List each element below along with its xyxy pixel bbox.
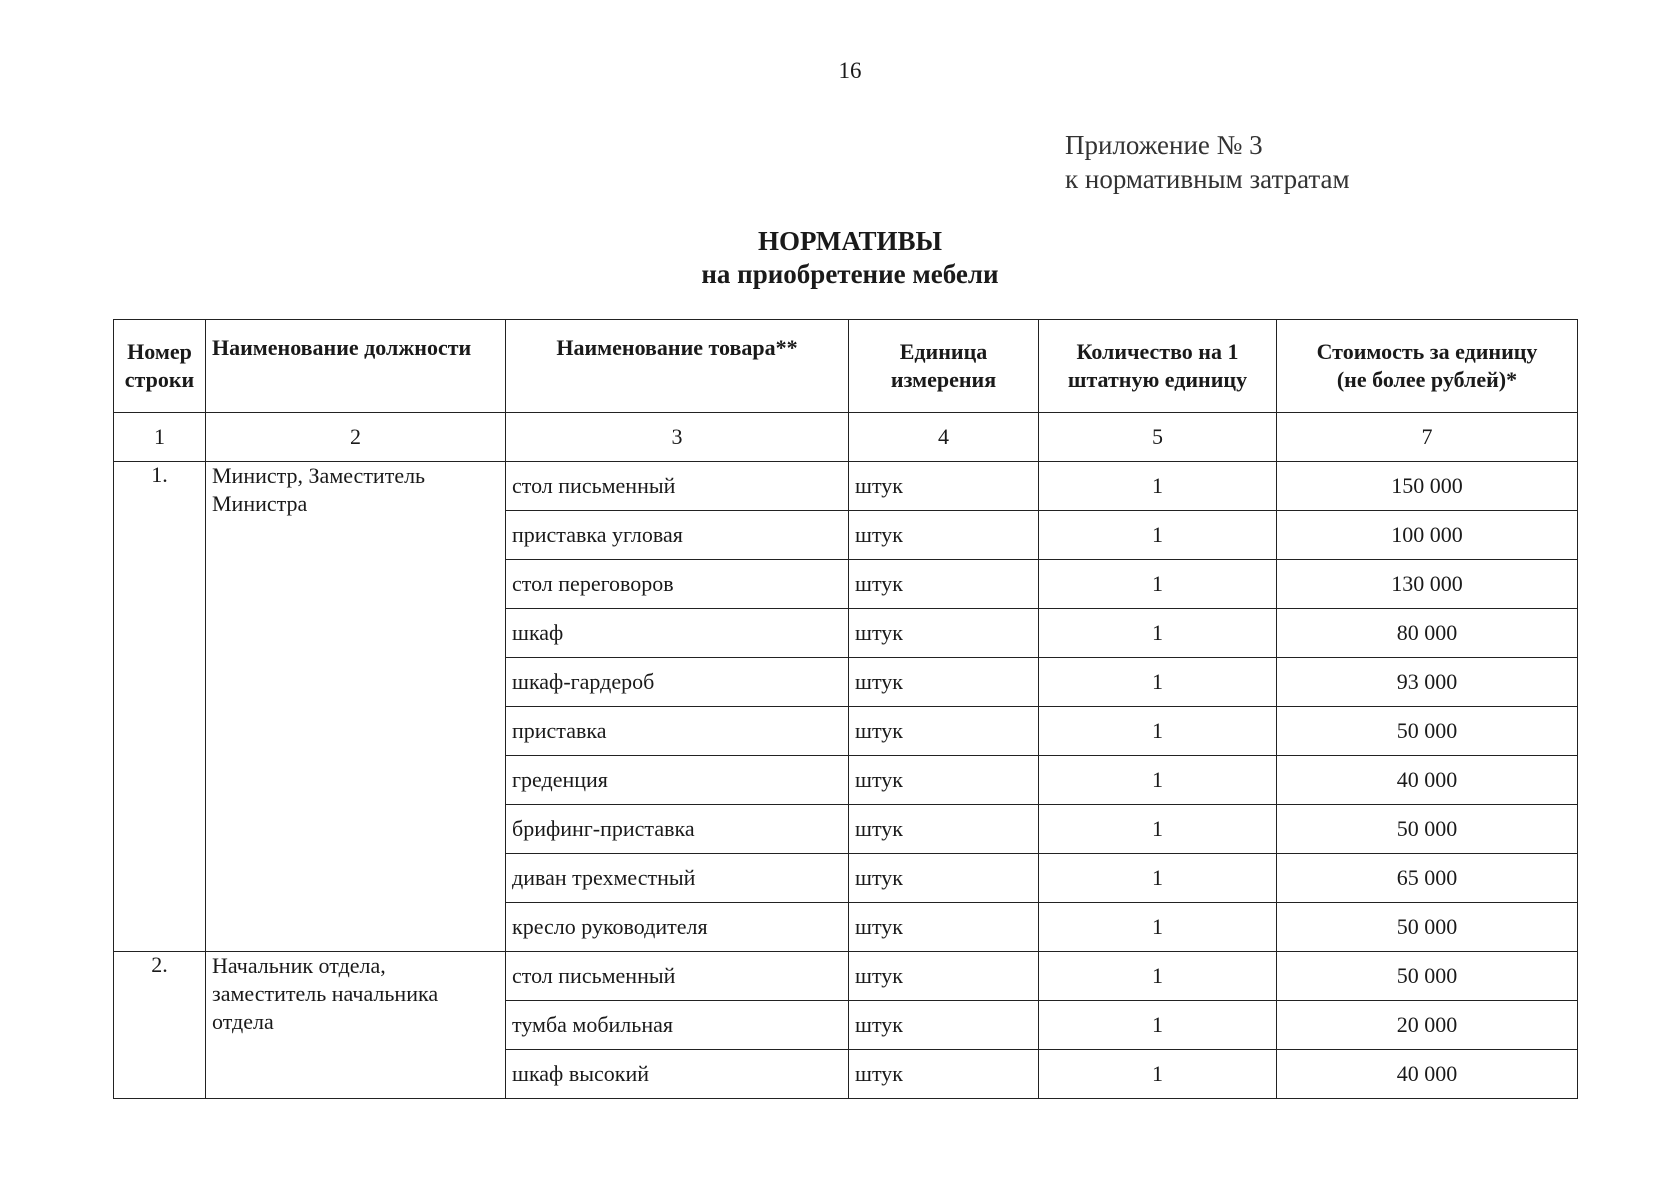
unit-cell: штук bbox=[849, 952, 1039, 1001]
title-line-1: НОРМАТИВЫ bbox=[757, 226, 943, 256]
unit-cell: штук bbox=[849, 707, 1039, 756]
header-text: Единица bbox=[899, 339, 988, 364]
title-line-2: на приобретение мебели bbox=[701, 259, 999, 289]
price-cell: 40 000 bbox=[1277, 1050, 1578, 1099]
unit-cell: штук bbox=[849, 903, 1039, 952]
price-cell: 50 000 bbox=[1277, 707, 1578, 756]
header-product: Наименование товара** bbox=[506, 320, 849, 413]
unit-cell: штук bbox=[849, 1001, 1039, 1050]
appendix-note bbox=[1065, 128, 1350, 196]
quantity-cell: 1 bbox=[1039, 756, 1277, 805]
column-number-row bbox=[114, 413, 1578, 462]
price-cell: 40 000 bbox=[1277, 756, 1578, 805]
column-number: 1 bbox=[114, 413, 206, 462]
product-name: стол переговоров bbox=[506, 560, 849, 609]
row-number: 2. bbox=[114, 952, 206, 1099]
price-cell: 50 000 bbox=[1277, 903, 1578, 952]
price-cell: 65 000 bbox=[1277, 854, 1578, 903]
header-row bbox=[114, 320, 1578, 413]
position-name: Начальник отдела, заместитель начальника отдела bbox=[206, 952, 506, 1099]
header-price bbox=[1277, 320, 1578, 413]
quantity-cell: 1 bbox=[1039, 609, 1277, 658]
price-cell: 80 000 bbox=[1277, 609, 1578, 658]
product-name: греденция bbox=[506, 756, 849, 805]
price-cell: 93 000 bbox=[1277, 658, 1578, 707]
header-position: Наименование должности bbox=[206, 320, 506, 413]
header-text: Номер bbox=[127, 339, 192, 364]
header-text: измерения bbox=[890, 367, 997, 392]
unit-cell: штук bbox=[849, 609, 1039, 658]
quantity-cell: 1 bbox=[1039, 511, 1277, 560]
quantity-cell: 1 bbox=[1039, 1001, 1277, 1050]
quantity-cell: 1 bbox=[1039, 560, 1277, 609]
header-text: (не более рублей)* bbox=[1336, 367, 1518, 392]
price-cell: 130 000 bbox=[1277, 560, 1578, 609]
column-number: 3 bbox=[506, 413, 849, 462]
header-text: строки bbox=[124, 367, 195, 392]
unit-cell: штук bbox=[849, 560, 1039, 609]
table-row bbox=[114, 952, 1578, 1001]
product-name: шкаф высокий bbox=[506, 1050, 849, 1099]
norms-table bbox=[113, 319, 1578, 1099]
unit-cell: штук bbox=[849, 511, 1039, 560]
unit-cell: штук bbox=[849, 805, 1039, 854]
product-name: шкаф-гардероб bbox=[506, 658, 849, 707]
unit-cell: штук bbox=[849, 1050, 1039, 1099]
product-name: стол письменный bbox=[506, 462, 849, 511]
table-row bbox=[114, 462, 1578, 511]
price-cell: 20 000 bbox=[1277, 1001, 1578, 1050]
product-name: приставка угловая bbox=[506, 511, 849, 560]
unit-cell: штук bbox=[849, 854, 1039, 903]
product-name: брифинг-приставка bbox=[506, 805, 849, 854]
unit-cell: штук bbox=[849, 756, 1039, 805]
product-name: кресло руководителя bbox=[506, 903, 849, 952]
document-title bbox=[0, 225, 1672, 291]
product-name: приставка bbox=[506, 707, 849, 756]
price-cell: 50 000 bbox=[1277, 805, 1578, 854]
product-name: шкаф bbox=[506, 609, 849, 658]
unit-cell: штук bbox=[849, 658, 1039, 707]
quantity-cell: 1 bbox=[1039, 707, 1277, 756]
appendix-line-2: к нормативным затратам bbox=[1065, 164, 1350, 194]
header-text: Стоимость за единицу bbox=[1316, 339, 1538, 364]
product-name: тумба мобильная bbox=[506, 1001, 849, 1050]
column-number: 4 bbox=[849, 413, 1039, 462]
column-number: 2 bbox=[206, 413, 506, 462]
price-cell: 50 000 bbox=[1277, 952, 1578, 1001]
appendix-line-1: Приложение № 3 bbox=[1065, 130, 1263, 160]
price-cell: 100 000 bbox=[1277, 511, 1578, 560]
product-name: стол письменный bbox=[506, 952, 849, 1001]
quantity-cell: 1 bbox=[1039, 854, 1277, 903]
header-row-number bbox=[114, 320, 206, 413]
row-number: 1. bbox=[114, 462, 206, 952]
header-quantity bbox=[1039, 320, 1277, 413]
quantity-cell: 1 bbox=[1039, 1050, 1277, 1099]
column-number: 5 bbox=[1039, 413, 1277, 462]
quantity-cell: 1 bbox=[1039, 952, 1277, 1001]
unit-cell: штук bbox=[849, 462, 1039, 511]
quantity-cell: 1 bbox=[1039, 658, 1277, 707]
position-name: Министр, Заместитель Министра bbox=[206, 462, 506, 952]
header-text: штатную единицу bbox=[1067, 367, 1248, 392]
product-name: диван трехместный bbox=[506, 854, 849, 903]
page-number: 16 bbox=[838, 58, 862, 83]
header-unit bbox=[849, 320, 1039, 413]
quantity-cell: 1 bbox=[1039, 903, 1277, 952]
quantity-cell: 1 bbox=[1039, 805, 1277, 854]
column-number: 7 bbox=[1277, 413, 1578, 462]
header-text: Количество на 1 bbox=[1076, 339, 1239, 364]
price-cell: 150 000 bbox=[1277, 462, 1578, 511]
quantity-cell: 1 bbox=[1039, 462, 1277, 511]
